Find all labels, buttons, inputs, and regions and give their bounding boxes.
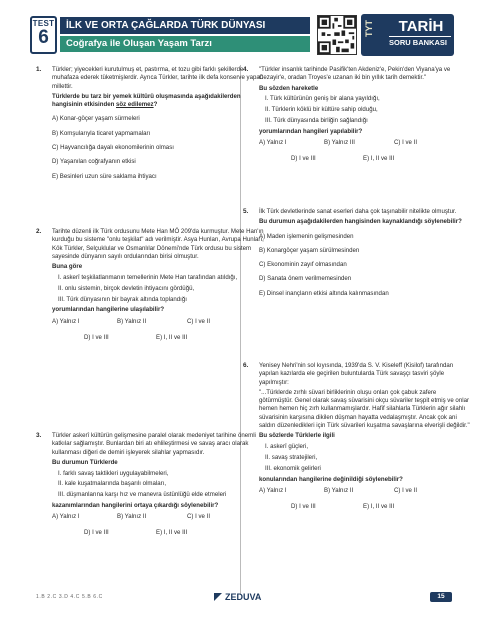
topic-subtitle: Coğrafya ile Oluşan Yaşam Tarzı: [60, 36, 310, 52]
question-stem: konularından hangilerine değinildiği söylenebilir?: [259, 475, 403, 483]
question-text: "Türkler insanlık tarihinde Pasifik'ten Akdeniz'e, Pekin'den Viyana'ya ve Cezayir'e, oradan Troyes'e uzanan iki bin yıllık tarih demektir.": [259, 66, 451, 82]
question-2: [36, 228, 264, 343]
question-number: 3.: [36, 432, 42, 439]
publisher-logo: ZEDUVA: [214, 592, 261, 602]
statement-item: I. farklı savaş taktikleri uygulayabilmeleri,: [58, 469, 169, 477]
brand-divider: [389, 36, 451, 37]
page-footer: [30, 592, 454, 604]
answer-row: [259, 503, 471, 512]
question-number: 4.: [243, 66, 249, 73]
question-3: [36, 432, 264, 538]
answer-row: [259, 155, 471, 164]
exam-label: TYT: [364, 20, 374, 37]
statement-item: III. Türk dünyasında birliğin sağlandığı: [265, 116, 368, 124]
question-stem: yorumlarından hangileri yapılabilir?: [259, 127, 363, 135]
answer-option-e[interactable]: E) I, II ve III: [156, 333, 188, 341]
answer-key: 1.B 2.C 3.D 4.C 5.B 6.C: [36, 594, 103, 600]
question-number: 2.: [36, 228, 42, 235]
question-number: 1.: [36, 66, 42, 73]
question-number: 5.: [243, 208, 249, 215]
statement-item: III. Türk dünyasının bir bayrak altında toplandığı: [58, 295, 187, 303]
answer-option[interactable]: E) Besinleri uzun süre saklama ihtiyacı: [52, 172, 157, 180]
answer-option-b[interactable]: B) Yalnız II: [117, 317, 147, 325]
answer-row: [259, 139, 471, 148]
question-text: İlk Türk devletlerinde sanat eserleri daha çok taşınabilir nitelikte olmuştur.: [259, 208, 457, 215]
test-number-badge: [30, 16, 57, 54]
answer-option[interactable]: A) Maden işlemenin gelişmesinden: [259, 232, 354, 240]
answer-option-d[interactable]: D) I ve III: [291, 155, 316, 163]
page-number: 15: [430, 592, 452, 602]
statement-item: I. Türk kültürünün geniş bir alana yayıldığı,: [265, 95, 380, 103]
answer-option[interactable]: B) Komşularıyla ticaret yapmamaları: [52, 129, 151, 137]
question-stem: yorumlarından hangilerine ulaşılabilir?: [52, 306, 165, 314]
answer-option-b[interactable]: B) Yalnız III: [324, 139, 355, 147]
answer-option-d[interactable]: D) I ve III: [84, 529, 109, 537]
question-5: [243, 208, 471, 304]
answer-option[interactable]: D) Sanata önem verilmemesinden: [259, 275, 352, 283]
answer-option[interactable]: A) Konar-göçer yaşam sürmeleri: [52, 115, 140, 123]
question-1: [36, 66, 264, 187]
subject-label: TARİH: [398, 18, 444, 35]
question-lead: Bu durumun Türklerde: [52, 458, 118, 466]
test-label: TEST: [32, 19, 55, 28]
publisher-mark-icon: [214, 593, 222, 601]
answer-option-c[interactable]: C) I ve II: [187, 317, 211, 325]
statement-item: III. ekonomik gelirleri: [265, 464, 321, 472]
question-lead: Bu sözden hareketle: [259, 84, 319, 92]
answer-row: [52, 318, 264, 327]
answer-option-a[interactable]: A) Yalnız I: [52, 513, 80, 521]
question-lead: Bu sözlerde Türklerle ilgili: [259, 432, 335, 440]
question-lead: Buna göre: [52, 263, 83, 271]
question-text: Türkler askerî kültürün gelişmesine paralel olarak medeniyet tarihine önemli katkılar sağlamıştır. Bunlardan biri atı ehlileştirmesi ve savaş aracı olarak kullanması diğeri de demiri işleyerek silahlar yapmasıdır.: [52, 432, 256, 456]
test-number: 6: [38, 27, 49, 48]
answer-option[interactable]: D) Yaşanılan coğrafyanın etkisi: [52, 158, 136, 166]
answer-option-a[interactable]: A) Yalnız I: [52, 317, 80, 325]
answer-option-e[interactable]: E) I, II ve III: [363, 502, 395, 510]
question-number: 6.: [243, 362, 249, 369]
question-quote: "...Türklerde zırhlı süvari birliklerinin oluşu onları çok çabuk zafere götürmüştür. Genel olarak savaş süvarisini okçu süvariler teşpit etmiş ve onlar hemen hemen hiç zırh kullanmamışlardır. Hafif silahlarla Türklerin ağır silahlı süvarisinin karşısına dikilen düşman hayatta vedalaşmıştır. Ancak çok ani saldırı düzenledikleri için Türk süvarileri kuşatma savaşlarına elverişli değildir.": [259, 388, 470, 430]
question-6: [243, 362, 471, 512]
answer-option-e[interactable]: E) I, II ve III: [156, 529, 188, 537]
answer-option-d[interactable]: D) I ve III: [291, 502, 316, 510]
statement-item: I. askerî teşkilatlanmanın temellerinin Mete Han tarafından atıldığı,: [58, 273, 238, 281]
question-text: Türkler; yiyecekleri kurutulmuş et, pastırma, et tozu gibi farklı şekillerde muhafaza ederek tüketmişlerdir. Ayrıca Türkler, tarihte ilk defa konserve yapan millettir.: [52, 66, 264, 90]
statement-item: II. savaş stratejileri,: [265, 453, 318, 461]
answer-option[interactable]: E) Dinsel inançların etkisi altında kalınmasından: [259, 289, 389, 297]
answer-row: [52, 334, 264, 343]
question-4: [243, 66, 471, 164]
statement-item: I. askerî güçleri,: [265, 443, 309, 451]
answer-option-c[interactable]: C) I ve II: [394, 486, 418, 494]
book-type-label: SORU BANKASI: [389, 38, 447, 47]
question-text: Yenisey Nehri'nin sol kıyısında, 1939'da S. V. Kiseleff (Kisilof) tarafından yapılan kazılarda ele geçirilen buluntularda Türk savaşçı tasviri şöyle yapılmıştır:: [259, 362, 454, 386]
answer-row: [259, 487, 471, 496]
answer-row: [52, 529, 264, 538]
question-stem: Bu durumun aşağıdakilerden hangisinden kaynaklandığı söylenebilir?: [259, 218, 462, 226]
unit-title: İLK VE ORTA ÇAĞLARDA TÜRK DÜNYASI: [60, 17, 310, 34]
question-text: Tarihte düzenli ilk Türk ordusunu Mete Han MÖ 209'da kurmuştur. Mete Han'ın kurduğu bu sisteme "onlu teşkilat" adı verilmiştir. Asya Hunları, Avrupa Hunları, Kök Türkler, Selçuklular ve Osmanlılar Dönemi'nde Türk ordusu bu sistem sayesinde dünyanın sayılı ordularından birisi olmuştur.: [52, 228, 264, 260]
answer-option-c[interactable]: C) I ve II: [187, 513, 211, 521]
answer-option-a[interactable]: A) Yalnız I: [259, 486, 287, 494]
statement-item: II. kale kuşatmalarında başarılı olmaları,: [58, 480, 167, 488]
answer-option[interactable]: C) Hayvancılığa dayalı ekonomilerinin olması: [52, 144, 174, 152]
answer-row: [52, 513, 264, 522]
question-stem: Türklerde bu tarz bir yemek kültürü oluşmasında aşağıdakilerden hangisinin etkisinden söz edilemez?: [52, 92, 241, 109]
answer-option-d[interactable]: D) I ve III: [84, 333, 109, 341]
statement-item: II. Türklerin köklü bir kültüre sahip olduğu,: [265, 106, 378, 114]
answer-option-b[interactable]: B) Yalnız II: [324, 486, 354, 494]
question-stem: kazanımlarından hangilerini ortaya çıkardığı söylenebilir?: [52, 502, 219, 510]
page-header: [30, 14, 454, 58]
answer-option-b[interactable]: B) Yalnız II: [117, 513, 147, 521]
qr-code-icon: [317, 15, 357, 55]
answer-option[interactable]: C) Ekonominin zayıf olmasından: [259, 261, 347, 269]
statement-item: III. düşmanlarına karşı hız ve manevra üstünlüğü elde etmeleri: [58, 491, 227, 499]
answer-option-e[interactable]: E) I, II ve III: [363, 155, 395, 163]
subject-brand-block: [361, 14, 454, 56]
answer-option[interactable]: B) Konargöçer yaşam sürülmesinden: [259, 246, 360, 254]
statement-item: II. onlu sistemin, birçok devletin ihtiyacını gördüğü,: [58, 284, 195, 292]
answer-option-a[interactable]: A) Yalnız I: [259, 139, 287, 147]
answer-option-c[interactable]: C) I ve II: [394, 139, 418, 147]
